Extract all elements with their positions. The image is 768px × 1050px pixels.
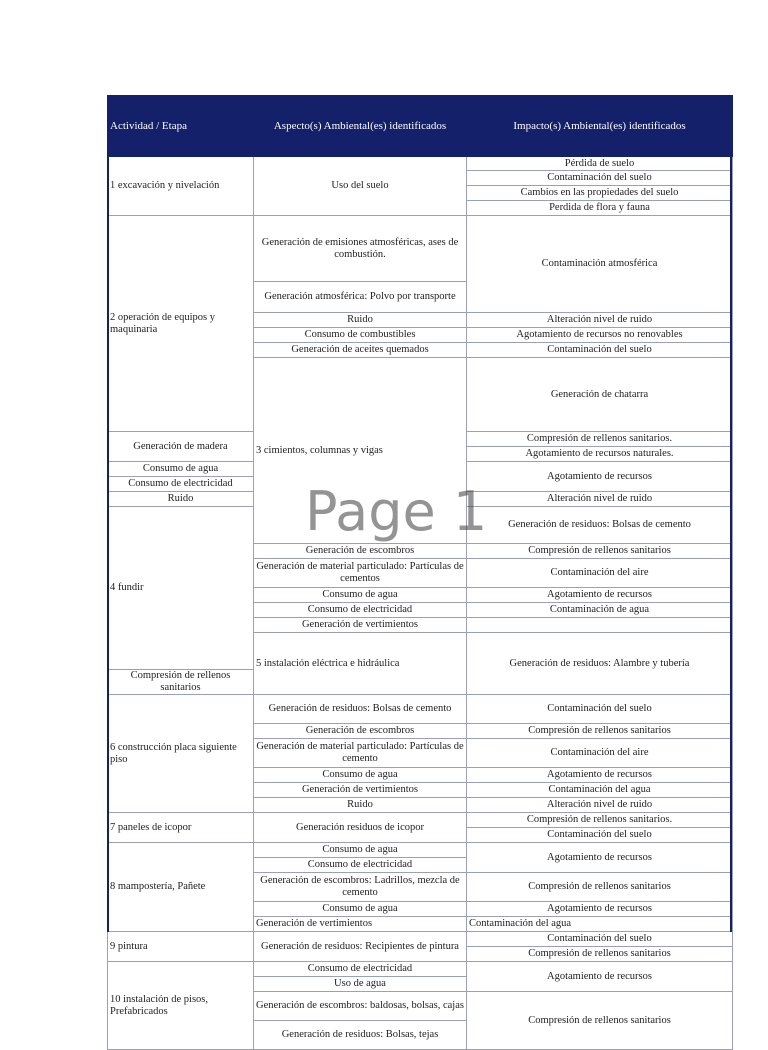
impact-cell: Compresión de rellenos sanitarios (108, 670, 254, 695)
aspect-cell: Generación residuos de icopor (254, 813, 467, 843)
aspect-cell: Generación de escombros (254, 724, 467, 739)
impact-cell: Contaminación del suelo (467, 828, 733, 843)
aspect-cell: Ruido (254, 798, 467, 813)
impact-cell: Compresión de rellenos sanitarios (467, 544, 733, 559)
aspect-cell: Consumo de agua (254, 768, 467, 783)
aspect-cell: Generación de chatarra (467, 358, 733, 432)
table-container (107, 95, 732, 1040)
impact-cell: Contaminación del suelo (467, 343, 733, 358)
table-row (108, 157, 733, 171)
activity-cell: 8 mampostería, Pañete (108, 843, 254, 932)
aspect-cell: Uso del suelo (254, 157, 467, 216)
table-left-border (107, 95, 109, 932)
aspect-cell: Consumo de electricidad (254, 962, 467, 977)
impact-cell: Contaminación del agua (467, 917, 733, 932)
aspect-cell: Consumo de electricidad (108, 477, 254, 492)
impact-cell: Compresión de rellenos sanitarios (467, 724, 733, 739)
table-row (108, 843, 733, 858)
activity-cell: 1 excavación y nivelación (108, 157, 254, 216)
impact-cell: Contaminación del aire (467, 559, 733, 588)
table-right-border (730, 95, 732, 932)
activity-cell: 3 cimientos, columnas y vigas (254, 358, 467, 544)
impact-cell: Compresión de rellenos sanitarios. (467, 813, 733, 828)
aspect-cell: Generación de residuos: Alambre y tubería (467, 633, 733, 695)
activity-cell: 6 construcción placa siguiente piso (108, 695, 254, 813)
activity-cell: 10 instalación de pisos, Prefabricados (108, 962, 254, 1050)
aspect-cell: Consumo de agua (254, 902, 467, 917)
aspect-cell: Generación atmosférica: Polvo por transporte (254, 282, 467, 313)
aspect-cell: Generación de material particulado: Partículas de cementos (254, 559, 467, 588)
impact-cell (467, 618, 733, 633)
aspect-cell: Consumo de agua (254, 843, 467, 858)
table-row (108, 962, 733, 977)
table-row (108, 813, 733, 828)
impact-cell: Agotamiento de recursos no renovables (467, 328, 733, 343)
aspect-cell: Ruido (108, 492, 254, 507)
impact-cell: Compresión de rellenos sanitarios (467, 992, 733, 1050)
aspect-cell: Generación de residuos: Bolsas, tejas (254, 1021, 467, 1050)
aspect-cell: Generación de escombros: Ladrillos, mezcla de cemento (254, 873, 467, 902)
impact-cell: Contaminación del suelo (467, 695, 733, 724)
environmental-aspects-table (107, 95, 733, 1050)
impact-cell: Perdida de flora y fauna (467, 201, 733, 216)
impact-cell: Contaminación del suelo (467, 932, 733, 947)
table-row (108, 932, 733, 947)
aspect-cell: Generación de escombros: baldosas, bolsas, cajas (254, 992, 467, 1021)
impact-cell: Contaminación de agua (467, 603, 733, 618)
aspect-cell: Generación de emisiones atmosféricas, ases de combustión. (254, 216, 467, 282)
impact-cell: Agotamiento de recursos naturales. (467, 447, 733, 462)
aspect-cell: Consumo de electricidad (254, 858, 467, 873)
impact-cell: Alteración nivel de ruido (467, 313, 733, 328)
impact-cell: Contaminación del suelo (467, 171, 733, 186)
impact-cell: Compresión de rellenos sanitarios (467, 947, 733, 962)
aspect-cell: Generación de escombros (254, 544, 467, 559)
activity-cell: 9 pintura (108, 932, 254, 962)
impact-cell: Pérdida de suelo (467, 157, 733, 171)
impact-cell: Cambios en las propiedades del suelo (467, 186, 733, 201)
aspect-cell: Consumo de electricidad (254, 603, 467, 618)
impact-cell: Agotamiento de recursos (467, 843, 733, 873)
impact-cell: Agotamiento de recursos (467, 962, 733, 992)
aspect-cell: Generación de vertimientos (254, 917, 467, 932)
aspect-cell: Ruido (254, 313, 467, 328)
aspect-cell: Generación de aceites quemados (254, 343, 467, 358)
aspect-cell: Generación de vertimientos (254, 783, 467, 798)
aspect-cell: Generación de residuos: Bolsas de cemento (254, 695, 467, 724)
activity-cell: 7 paneles de icopor (108, 813, 254, 843)
table-row (108, 216, 733, 282)
table-body (108, 157, 733, 1050)
aspect-cell: Generación de residuos: Recipientes de pintura (254, 932, 467, 962)
impact-cell: Contaminación del aire (467, 739, 733, 768)
aspect-cell: Generación de material particulado: Partículas de cemento (254, 739, 467, 768)
impact-cell: Contaminación del agua (467, 783, 733, 798)
header-activity: Actividad / Etapa (108, 96, 254, 157)
impact-cell: Agotamiento de recursos (467, 462, 733, 492)
impact-cell: Compresión de rellenos sanitarios. (467, 432, 733, 447)
impact-cell: Agotamiento de recursos (467, 588, 733, 603)
header-aspect: Aspecto(s) Ambiental(es) identificados (254, 96, 467, 157)
impact-cell: Contaminación atmosférica (467, 216, 733, 313)
aspect-cell: Uso de agua (254, 977, 467, 992)
activity-cell: 5 instalación eléctrica e hidráulica (254, 633, 467, 695)
activity-cell: 4 fundir (108, 507, 254, 670)
aspect-cell: Generación de residuos: Bolsas de cemento (467, 507, 733, 544)
impact-cell: Alteración nivel de ruido (467, 798, 733, 813)
header-impact: Impacto(s) Ambiental(es) identificados (467, 96, 733, 157)
aspect-cell: Consumo de agua (254, 588, 467, 603)
impact-cell: Agotamiento de recursos (467, 902, 733, 917)
impact-cell: Compresión de rellenos sanitarios (467, 873, 733, 902)
table-header-row (108, 96, 733, 157)
impact-cell: Agotamiento de recursos (467, 768, 733, 783)
aspect-cell: Consumo de combustibles (254, 328, 467, 343)
impact-cell: Alteración nivel de ruido (467, 492, 733, 507)
aspect-cell: Generación de vertimientos (254, 618, 467, 633)
activity-cell: 2 operación de equipos y maquinaria (108, 216, 254, 432)
aspect-cell: Consumo de agua (108, 462, 254, 477)
aspect-cell: Generación de madera (108, 432, 254, 462)
table-row (108, 695, 733, 724)
page-watermark: Page 1 (305, 480, 488, 543)
